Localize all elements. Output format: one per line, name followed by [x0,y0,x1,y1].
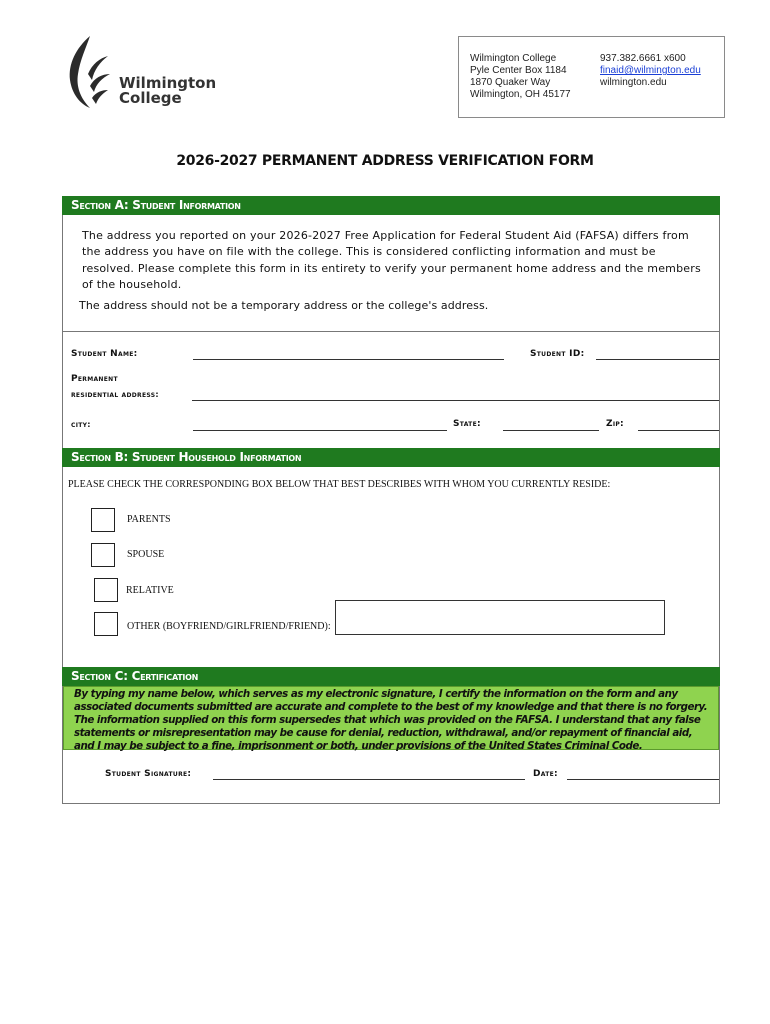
permanent-label: Permanent [71,374,118,384]
address-line: Wilmington College [470,53,557,64]
parents-label: PARENTS [127,514,171,525]
other-description-input[interactable] [335,600,665,635]
household-instruction: PLEASE CHECK THE CORRESPONDING BOX BELOW THAT BEST DESCRIBES WITH WHOM YOU CURRENTLY RESIDE: [68,479,611,490]
logo-line-2: College [119,89,182,107]
other-label: OTHER (BOYFRIEND/GIRLFRIEND/FRIEND): [127,621,331,632]
student-name-label: Student Name: [71,349,138,359]
residential-address-label: residential address: [71,390,159,399]
contact-address [470,53,571,101]
date-field[interactable] [567,779,719,780]
city-field[interactable] [193,430,447,431]
state-label: State: [453,419,481,429]
section-a-heading: Section A: Student Information [62,196,720,215]
spouse-label: SPOUSE [127,549,165,560]
address-line: Wilmington, OH 45177 [470,89,571,100]
section-c-heading: Section C: Certification [62,667,720,686]
section-divider [62,331,720,332]
phone-number: 937.382.6661 x600 [600,53,686,64]
certification-statement: By typing my name below, which serves as my electronic signature, I certify the information on the form and any associated documents submitted are accurate and complete to the best of my knowledge and that there is no forgery. The information supplied on this form supersedes that which was provided on the FAFSA. I understand that any false statements or misrepresentation may be cause for denial, reduction, withdrawal, and/or repayment of financial aid, and I may be subject to a fine, imprisonment or both, under provisions of the United States Criminal Code. [63,686,719,750]
contact-details [600,53,701,89]
signature-label: Student Signature: [105,769,192,779]
city-label: city: [71,420,91,429]
form-title: 2026-2027 PERMANENT ADDRESS VERIFICATION FORM [176,153,594,169]
website: wilmington.edu [600,77,667,88]
email-link[interactable]: finaid@wilmington.edu [600,65,701,76]
signature-field[interactable] [213,779,525,780]
address-line: Pyle Center Box 1184 [470,65,567,76]
address-line: 1870 Quaker Way [470,77,551,88]
student-id-field[interactable] [596,359,719,360]
spouse-checkbox[interactable] [91,543,115,567]
section-a-note: The address should not be a temporary address or the college's address. [79,299,489,312]
student-name-field[interactable] [193,359,504,360]
section-b-heading: Section B: Student Household Information [62,448,720,467]
contact-info-box [458,36,725,118]
relative-label: RELATIVE [126,585,174,596]
zip-field[interactable] [638,430,719,431]
section-a-intro: The address you reported on your 2026-2027 Free Application for Federal Student Aid (FAFSA) differs from the address you have on file with the college. This is considered conflicting information and must be resolved. Please complete this form in its entirety to verify your permanent home address and the members of the household. [82,229,701,291]
other-checkbox[interactable] [94,612,118,636]
date-label: Date: [533,769,558,779]
college-logo-mark [66,34,110,110]
college-logo-text [119,76,216,106]
logo-line-1: Wilmington [119,74,217,92]
residential-address-field[interactable] [192,400,719,401]
student-id-label: Student ID: [530,349,585,359]
zip-label: Zip: [606,419,624,429]
state-field[interactable] [503,430,599,431]
parents-checkbox[interactable] [91,508,115,532]
relative-checkbox[interactable] [94,578,118,602]
